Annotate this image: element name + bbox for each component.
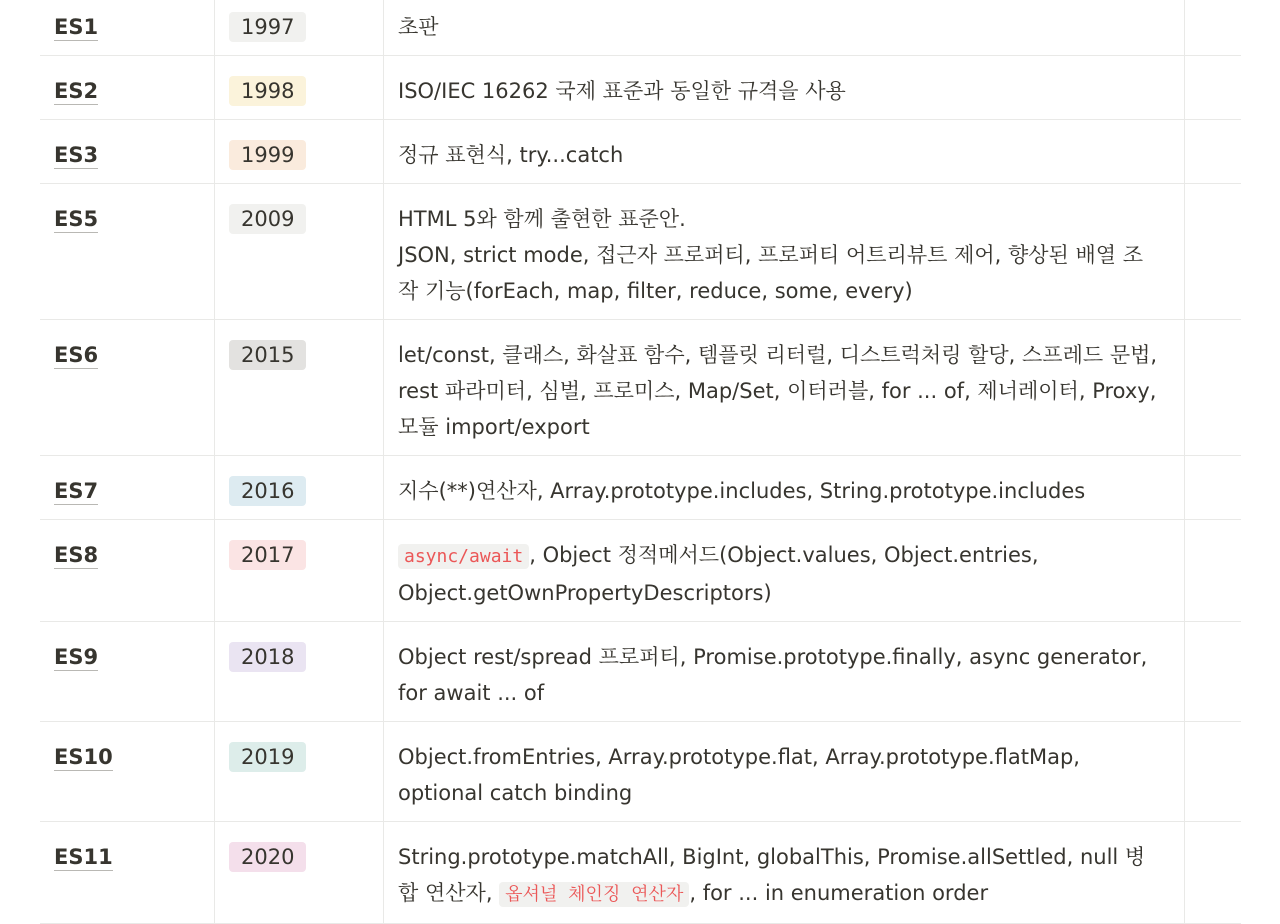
year-tag: 2018 <box>229 642 306 672</box>
description-text: 모듈 import/export <box>398 415 590 439</box>
year-tag: 2020 <box>229 842 306 872</box>
empty-cell[interactable] <box>1185 456 1242 520</box>
description-text: HTML 5와 함께 출현한 표준안. <box>398 207 686 231</box>
version-cell <box>40 822 215 924</box>
description-text: , Object 정적메서드(Object.values, Object.entries, <box>529 543 1039 567</box>
empty-cell[interactable] <box>1185 0 1242 56</box>
year-tag: 1999 <box>229 140 306 170</box>
year-cell <box>215 456 384 520</box>
description-line <box>398 409 1170 445</box>
table-row <box>40 320 1241 456</box>
description-text: JSON, strict mode, 접근자 프로퍼티, 프로퍼티 어트리뷰트 제어, 향상된 배열 조 <box>398 243 1144 267</box>
empty-cell[interactable] <box>1185 822 1242 924</box>
table-row <box>40 722 1241 822</box>
description-text: Object rest/spread 프로퍼티, Promise.prototype.finally, async generator, <box>398 645 1148 669</box>
description-line <box>398 775 1170 811</box>
inline-code: async/await <box>398 544 529 569</box>
year-tag: 1997 <box>229 12 306 42</box>
description-cell <box>384 722 1185 822</box>
description-line <box>398 73 1170 109</box>
year-cell <box>215 320 384 456</box>
table-row <box>40 0 1241 56</box>
description-text: rest 파라미터, 심벌, 프로미스, Map/Set, 이터러블, for ... of, 제너레이터, Proxy, <box>398 379 1157 403</box>
description-text: let/const, 클래스, 화살표 함수, 템플릿 리터럴, 디스트럭처링 할당, 스프레드 문법, <box>398 343 1158 367</box>
description-text: 작 기능(forEach, map, filter, reduce, some, every) <box>398 279 913 303</box>
description-line <box>398 537 1170 575</box>
version-link[interactable]: ES6 <box>54 343 99 367</box>
description-text: , for ... in enumeration order <box>689 881 989 905</box>
description-text: 정규 표현식, try...catch <box>398 143 624 167</box>
description-text: Object.fromEntries, Array.prototype.flat, Array.prototype.flatMap, <box>398 745 1080 769</box>
version-link[interactable]: ES2 <box>54 79 99 103</box>
empty-cell[interactable] <box>1185 56 1242 120</box>
version-cell <box>40 56 215 120</box>
table-row <box>40 120 1241 184</box>
table-row <box>40 822 1241 924</box>
description-line <box>398 639 1170 675</box>
description-line <box>398 739 1170 775</box>
description-cell <box>384 622 1185 722</box>
description-text: ISO/IEC 16262 국제 표준과 동일한 규격을 사용 <box>398 79 846 103</box>
description-line <box>398 137 1170 173</box>
description-cell <box>384 56 1185 120</box>
version-link[interactable]: ES9 <box>54 645 99 669</box>
description-text: 초판 <box>398 15 439 39</box>
description-cell <box>384 320 1185 456</box>
table-body <box>40 0 1241 924</box>
description-cell <box>384 456 1185 520</box>
version-link[interactable]: ES10 <box>54 745 113 769</box>
year-cell <box>215 120 384 184</box>
description-line <box>398 575 1170 611</box>
year-cell <box>215 0 384 56</box>
empty-cell[interactable] <box>1185 722 1242 822</box>
version-link[interactable]: ES8 <box>54 543 99 567</box>
description-text: 합 연산자, <box>398 881 500 905</box>
description-text: optional catch binding <box>398 781 633 805</box>
description-line <box>398 373 1170 409</box>
year-tag: 1998 <box>229 76 306 106</box>
version-cell <box>40 456 215 520</box>
description-line <box>398 875 1170 913</box>
table-row <box>40 184 1241 320</box>
year-tag: 2015 <box>229 340 306 370</box>
table-row <box>40 622 1241 722</box>
description-text: Object.getOwnPropertyDescriptors) <box>398 581 772 605</box>
table-row <box>40 56 1241 120</box>
version-link[interactable]: ES11 <box>54 845 113 869</box>
version-cell <box>40 722 215 822</box>
empty-cell[interactable] <box>1185 520 1242 622</box>
version-link[interactable]: ES5 <box>54 207 99 231</box>
year-cell <box>215 520 384 622</box>
year-tag: 2009 <box>229 204 306 234</box>
description-text: 지수(**)연산자, Array.prototype.includes, String.prototype.includes <box>398 479 1086 503</box>
year-cell <box>215 56 384 120</box>
description-cell <box>384 184 1185 320</box>
empty-cell[interactable] <box>1185 184 1242 320</box>
version-cell <box>40 120 215 184</box>
description-line <box>398 675 1170 711</box>
description-line <box>398 201 1170 237</box>
description-line <box>398 237 1170 273</box>
version-cell <box>40 622 215 722</box>
year-cell <box>215 622 384 722</box>
description-cell <box>384 520 1185 622</box>
empty-cell[interactable] <box>1185 622 1242 722</box>
version-link[interactable]: ES1 <box>54 15 99 39</box>
year-tag: 2017 <box>229 540 306 570</box>
year-cell <box>215 184 384 320</box>
year-cell <box>215 722 384 822</box>
version-link[interactable]: ES7 <box>54 479 99 503</box>
empty-cell[interactable] <box>1185 320 1242 456</box>
inline-code: 옵셔널 체인징 연산자 <box>499 882 689 907</box>
year-tag: 2016 <box>229 476 306 506</box>
table-row <box>40 520 1241 622</box>
description-cell <box>384 822 1185 924</box>
empty-cell[interactable] <box>1185 120 1242 184</box>
version-cell <box>40 184 215 320</box>
version-cell <box>40 320 215 456</box>
year-tag: 2019 <box>229 742 306 772</box>
version-cell <box>40 520 215 622</box>
description-line <box>398 273 1170 309</box>
description-line <box>398 9 1170 45</box>
year-cell <box>215 822 384 924</box>
version-link[interactable]: ES3 <box>54 143 99 167</box>
description-text: for await ... of <box>398 681 545 705</box>
description-line <box>398 473 1170 509</box>
es-versions-table <box>40 0 1241 924</box>
description-cell <box>384 120 1185 184</box>
description-line <box>398 337 1170 373</box>
description-text: String.prototype.matchAll, BigInt, globalThis, Promise.allSettled, null 병 <box>398 845 1146 869</box>
table-row <box>40 456 1241 520</box>
version-cell <box>40 0 215 56</box>
description-cell <box>384 0 1185 56</box>
description-line <box>398 839 1170 875</box>
